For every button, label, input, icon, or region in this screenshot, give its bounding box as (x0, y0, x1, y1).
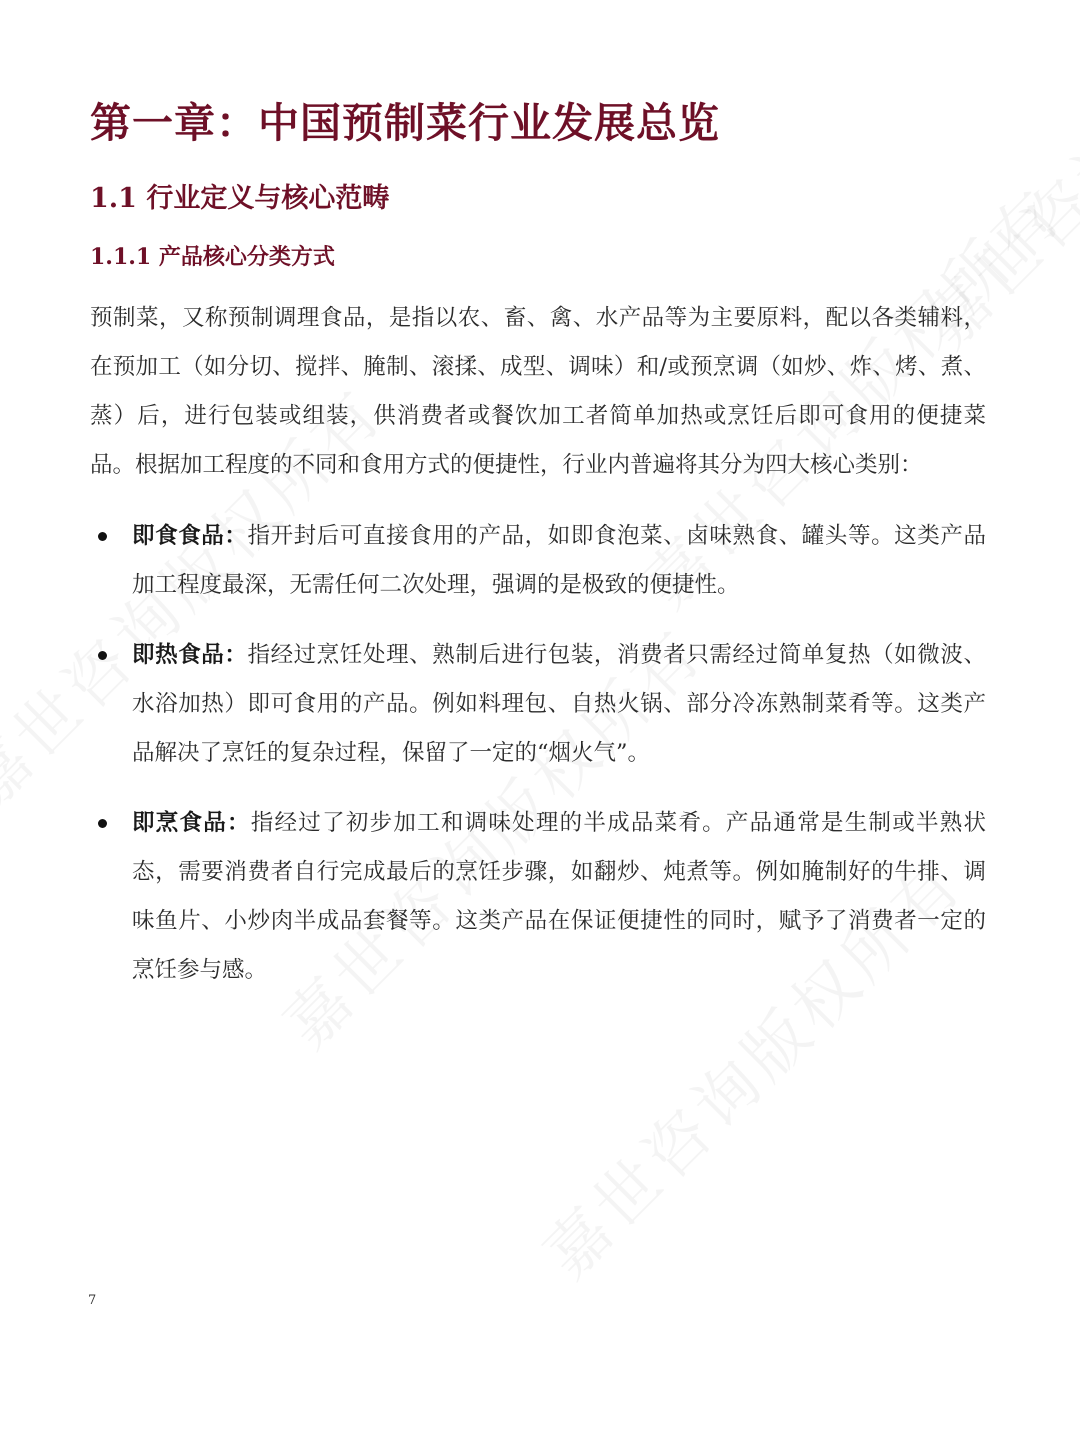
bullet-dot-icon (98, 819, 107, 828)
subsection-title: 1.1.1 产品核心分类方式 (90, 244, 335, 270)
category-term: 即热食品： (132, 642, 248, 668)
list-item (90, 799, 986, 995)
category-term: 即烹食品： (132, 810, 251, 836)
list-item (90, 631, 986, 778)
category-description: 指开封后可直接食用的产品，如即食泡菜、卤味熟食、罐头等。这类产品加工程度最深，无需任何二次处理，强调的是极致的便捷性。 (132, 523, 986, 598)
category-description: 指经过了初步加工和调味处理的半成品菜肴。产品通常是生制或半熟状态，需要消费者自行完成最后的烹饪步骤，如翻炒、炖煮等。例如腌制好的牛排、调味鱼片、小炒肉半成品套餐等。这类产品在保证便捷性的同时，赋予了消费者一定的烹饪参与感。 (132, 810, 986, 983)
bullet-dot-icon (98, 532, 107, 541)
page-content (90, 88, 986, 1016)
category-description: 指经过烹饪处理、熟制后进行包装，消费者只需经过简单复热（如微波、水浴加热）即可食用的产品。例如料理包、自热火锅、部分冷冻熟制菜肴等。这类产品解决了烹饪的复杂过程，保留了一定的“烟火气”。 (132, 642, 986, 766)
bullet-dot-icon (98, 651, 107, 660)
list-item (90, 512, 986, 610)
chapter-title: 第一章：中国预制菜行业发展总览 (90, 99, 720, 147)
section-title: 1.1 行业定义与核心范畴 (90, 183, 390, 214)
category-term: 即食食品： (132, 523, 248, 549)
intro-paragraph: 预制菜，又称预制调理食品，是指以农、畜、禽、水产品等为主要原料，配以各类辅料，在预加工（如分切、搅拌、腌制、滚揉、成型、调味）和/或预烹调（如炒、炸、烤、煮、蒸）后，进行包装或组装，供消费者或餐饮加工者简单加热或烹饪后即可食用的便捷菜品。根据加工程度的不同和食用方式的便捷性，行业内普遍将其分为四大核心类别： (90, 305, 986, 478)
page-number: 7 (88, 1293, 97, 1308)
category-list (90, 512, 986, 995)
